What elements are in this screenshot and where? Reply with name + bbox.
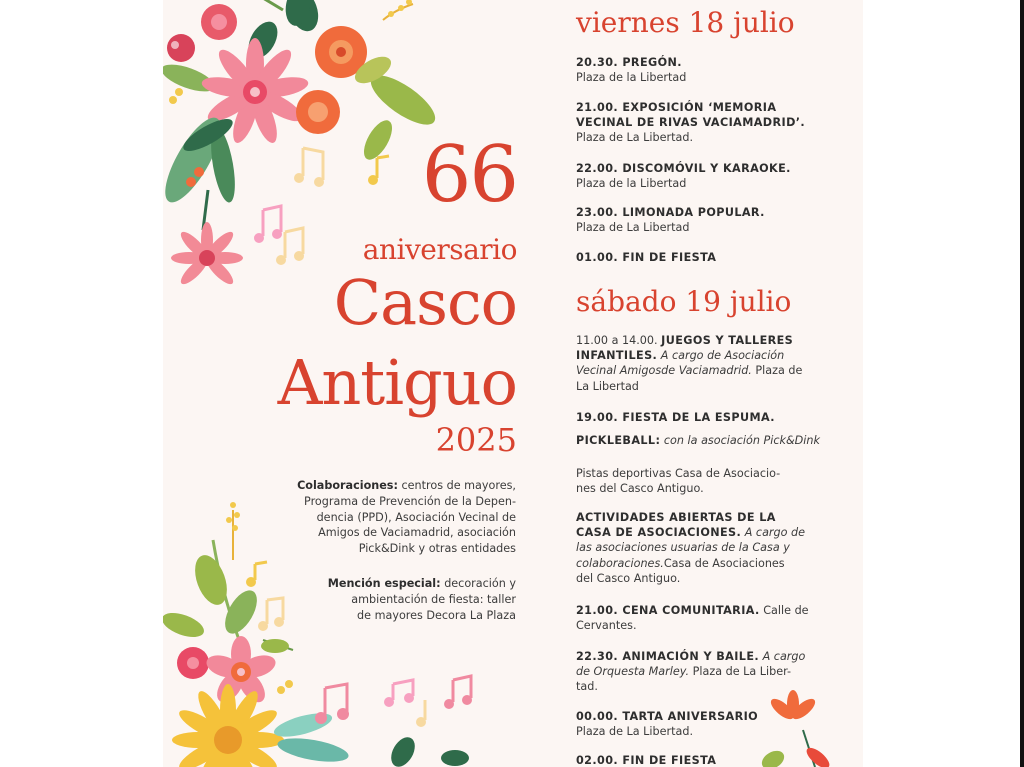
collab-text: Programa de Prevención de la Depen-: [304, 494, 516, 508]
event-place: Calle de: [763, 604, 809, 617]
event-title: PICKLEBALL:: [576, 434, 661, 447]
collab-text: centros de mayores,: [401, 479, 516, 492]
event-place: Plaza de La Libertad.: [576, 131, 694, 145]
event-item: [576, 510, 828, 586]
mention-text: de mayores Decora La Plaza: [357, 608, 516, 622]
special-mention-block: [256, 576, 516, 623]
collab-text: Amigos de Vaciamadrid, asociación: [318, 526, 516, 540]
title-aniversario: aniversario: [362, 233, 517, 266]
event-place: Plaza de la Libertad: [576, 71, 687, 85]
event-place: del Casco Antiguo.: [576, 571, 681, 585]
event-organizer: con la asociación Pick&Dink: [663, 434, 820, 447]
event-place: Plaza de La Liber-: [692, 665, 792, 679]
event-item: [576, 753, 828, 767]
event-title: ACTIVIDADES ABIERTAS DE LA: [576, 511, 776, 524]
collaborations-label: Colaboraciones:: [297, 479, 398, 492]
frame-edge: [1020, 0, 1024, 767]
event-item: [576, 466, 828, 496]
event-item: [576, 603, 828, 633]
event-place: Plaza de La Libertad: [576, 221, 690, 235]
event-item: [576, 205, 828, 235]
event-place: nes del Casco Antiguo.: [576, 482, 704, 496]
event-title: 23.00. LIMONADA POPULAR.: [576, 206, 765, 219]
event-place: Plaza de: [755, 364, 803, 378]
title-year: 2025: [435, 421, 517, 459]
event-title: 02.00. FIN DE FIESTA: [576, 754, 717, 767]
mention-text: ambientación de fiesta: taller: [351, 592, 516, 606]
collab-text: dencia (PPD), Asociación Vecinal de: [316, 510, 516, 524]
collaborations-block: [256, 478, 516, 557]
event-place: Plaza de La Libertad.: [576, 725, 694, 739]
event-organizer: de Orquesta Marley.: [576, 665, 690, 679]
event-item: [576, 161, 828, 191]
title-antiguo: Antiguo: [277, 346, 517, 419]
event-title: 20.30. PREGÓN.: [576, 56, 682, 69]
event-time: 11.00 a 14.00.: [576, 334, 658, 347]
event-title: INFANTILES.: [576, 349, 658, 363]
event-item: [576, 649, 828, 695]
event-place: La Libertad: [576, 379, 639, 393]
event-item: [576, 55, 828, 85]
event-item: [576, 709, 828, 739]
event-title: 22.00. DISCOMÓVIL Y KARAOKE.: [576, 162, 791, 175]
event-organizer: las asociaciones usuarias de la Casa y: [576, 541, 790, 555]
event-title: 22.30. ANIMACIÓN Y BAILE.: [576, 650, 760, 663]
event-place: tad.: [576, 680, 598, 694]
event-item: [576, 250, 828, 265]
title-casco: Casco: [333, 266, 517, 339]
event-title: VECINAL DE RIVAS VACIAMADRID’.: [576, 116, 806, 130]
event-title: JUEGOS Y TALLERES: [661, 334, 794, 347]
event-title: 21.00. CENA COMUNITARIA.: [576, 604, 760, 617]
special-mention-label: Mención especial:: [327, 577, 441, 590]
event-title: 19.00. FIESTA DE LA ESPUMA.: [576, 411, 775, 424]
day-heading-saturday: sábado 19 julio: [576, 285, 792, 318]
event-organizer: A cargo: [762, 650, 806, 663]
mention-text: decoración y: [444, 577, 516, 590]
event-item: [576, 433, 828, 448]
event-title: 21.00. EXPOSICIÓN ‘MEMORIA: [576, 101, 777, 114]
event-title: 00.00. TARTA ANIVERSARIO: [576, 710, 759, 723]
anniversary-number: 66: [421, 130, 517, 220]
event-place: Plaza de la Libertad: [576, 177, 687, 191]
event-place: Casa de Asociaciones: [663, 556, 785, 570]
event-place: Pistas deportivas Casa de Asociacio-: [576, 467, 781, 480]
event-item: [576, 100, 828, 146]
event-title: 01.00. FIN DE FIESTA: [576, 251, 717, 264]
poster: [163, 0, 863, 767]
event-item: [576, 410, 828, 425]
event-organizer: colaboraciones.: [576, 556, 664, 570]
day-heading-friday: viernes 18 julio: [576, 6, 795, 39]
event-title: CASA DE ASOCIACIONES.: [576, 526, 742, 540]
collab-text: Pick&Dink y otras entidades: [358, 542, 516, 556]
event-organizer: A cargo de Asociación: [660, 349, 785, 363]
event-item: [576, 333, 828, 394]
event-organizer: A cargo de: [744, 526, 806, 540]
event-organizer: Vecinal Amigosde Vaciamadrid.: [576, 364, 752, 378]
event-place: Cervantes.: [576, 619, 637, 633]
